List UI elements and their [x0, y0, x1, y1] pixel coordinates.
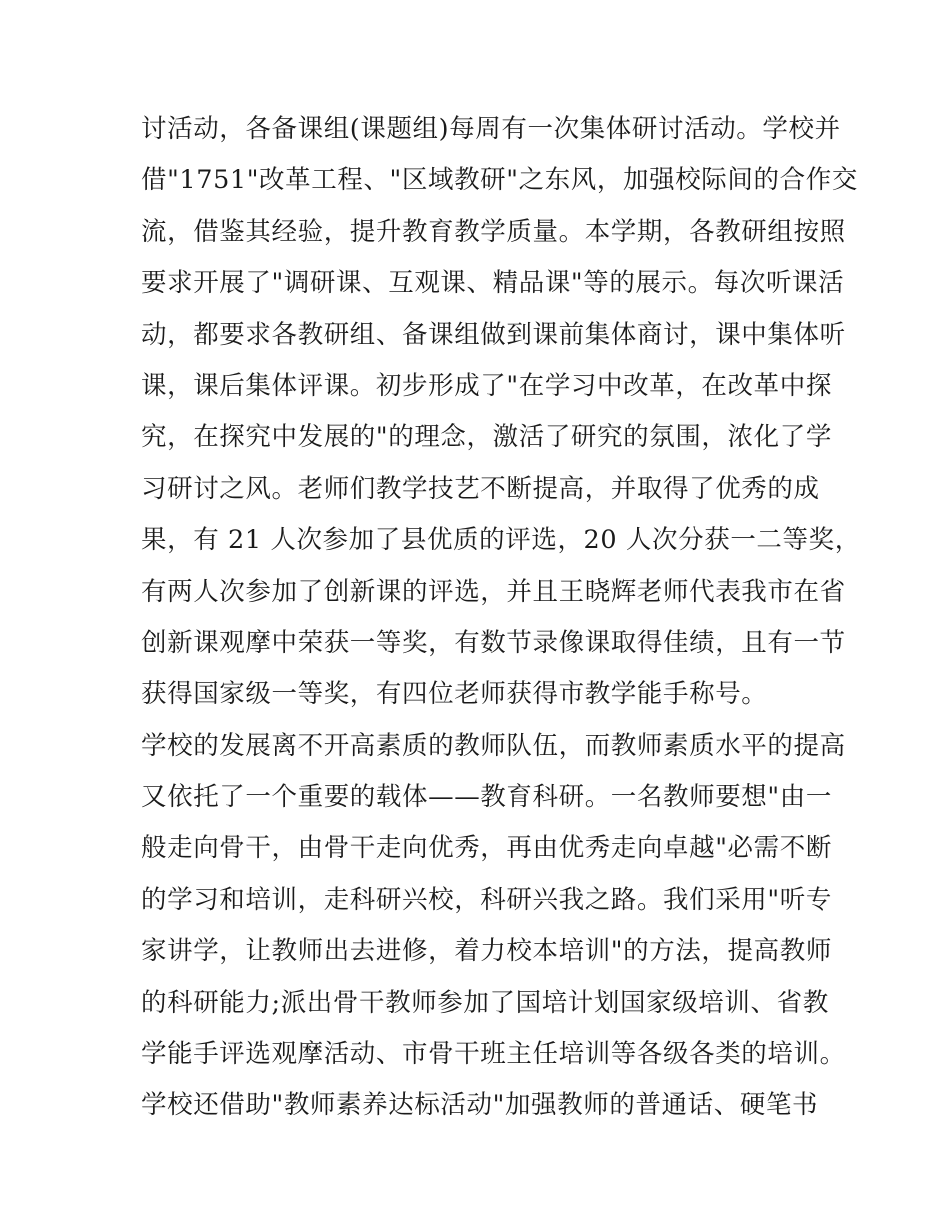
text-line: 又依托了一个重要的载体——教育科研。一名教师要想"由一 [141, 782, 832, 813]
text-line: 流，借鉴其经验，提升教育教学质量。本学期，各教研组按照 [141, 216, 846, 247]
text-line: 动，都要求各教研组、备课组做到课前集体商讨，课中集体听 [141, 319, 846, 350]
text-line: 究，在探究中发展的"的理念，激活了研究的氛围，浓化了学 [141, 422, 832, 453]
text-line: 的科研能力;派出骨干教师参加了国培计划国家级培训、省教 [141, 987, 829, 1018]
text-line: 家讲学，让教师出去进修，着力校本培训"的方法，提高教师 [141, 936, 832, 967]
text-line: 学校还借助"教师素养达标活动"加强教师的普通话、硬笔书 [141, 1090, 819, 1121]
text-line: 果，有 21 人次参加了县优质的评选，20 人次分获一二等奖， [141, 525, 861, 556]
text-line: 借"1751"改革工程、"区域教研"之东风，加强校际间的合作交 [141, 165, 858, 196]
text-line: 获得国家级一等奖，有四位老师获得市教学能手称号。 [141, 679, 768, 710]
text-line: 讨活动，各备课组(课题组)每周有一次集体研讨活动。学校并 [141, 114, 841, 144]
text-line: 习研讨之风。老师们教学技艺不断提高，并取得了优秀的成 [141, 473, 820, 504]
text-line: 创新课观摩中荣获一等奖，有数节录像课取得佳绩，且有一节 [141, 627, 846, 658]
text-line: 般走向骨干，由骨干走向优秀，再由优秀走向卓越"必需不断 [141, 833, 832, 864]
text-line: 要求开展了"调研课、互观课、精品课"等的展示。每次听课活 [141, 268, 845, 299]
text-line: 学能手评选观摩活动、市骨干班主任培训等各级各类的培训。 [141, 1039, 846, 1070]
body-text [141, 104, 861, 1132]
text-line: 学校的发展离不开高素质的教师队伍，而教师素质水平的提高 [141, 730, 846, 761]
text-line: 的学习和培训，走科研兴校，科研兴我之路。我们采用"听专 [141, 884, 832, 915]
text-line: 有两人次参加了创新课的评选，并且王晓辉老师代表我市在省 [141, 576, 846, 607]
text-line: 课，课后集体评课。初步形成了"在学习中改革，在改革中探 [141, 370, 832, 401]
